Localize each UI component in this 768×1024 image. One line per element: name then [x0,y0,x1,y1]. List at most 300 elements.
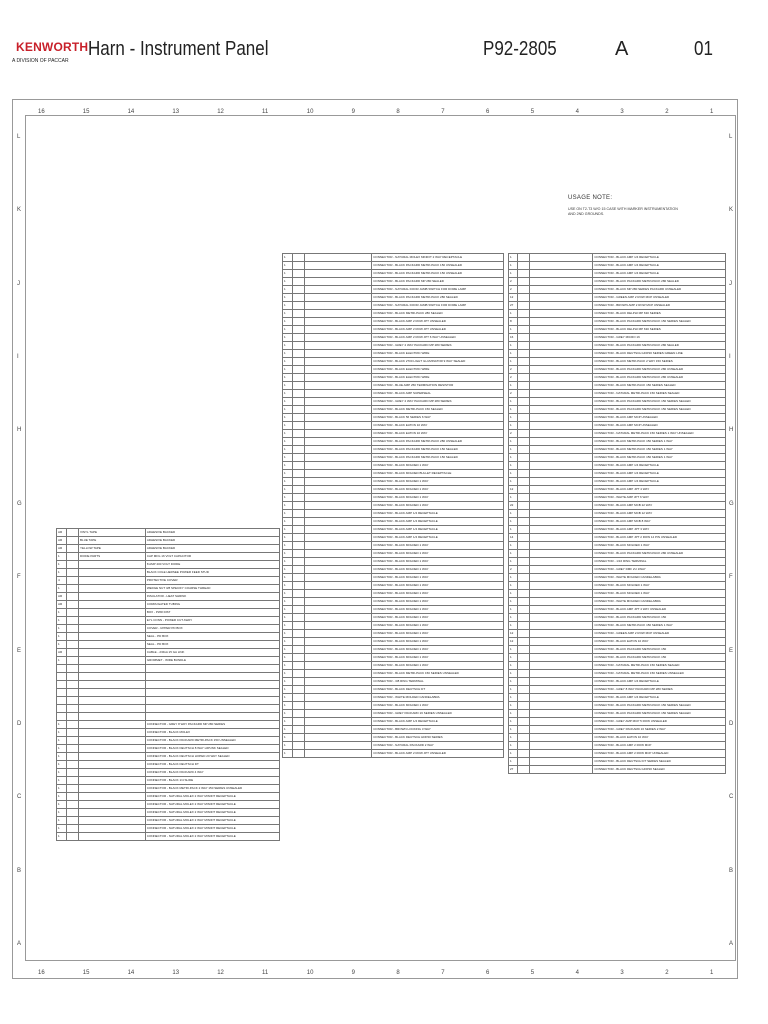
zone-column-7-top: 7 [441,109,445,115]
table-cell: CONNECTOR - BLACK MOLDED 1 WAY [372,702,504,710]
table-row [283,558,504,566]
table-row [57,681,280,689]
table-row [283,574,504,582]
table-cell [292,718,304,726]
table-cell: 2 [509,390,518,398]
table-cell: 1 [57,825,67,833]
table-row [57,737,280,745]
table-cell: 1 [57,769,67,777]
table-cell: 1 [283,286,293,294]
usage-note [568,195,678,217]
table-cell [304,326,371,334]
table-cell [518,566,530,574]
table-cell [304,494,371,502]
table-row [57,729,280,737]
table-row [509,566,726,574]
table-cell: CONNECTOR - BLACK DEUTSCH 8 WAY HIPUNK SEALED [145,745,279,753]
table-cell: CONNECTOR - BLACK DEUTSCH HOPED 20 WAY SEALED [145,753,279,761]
table-cell [304,678,371,686]
table-cell [292,646,304,654]
table-cell [292,342,304,350]
table-cell: 1 [509,470,518,478]
table-row [509,686,726,694]
table-cell: CONNECTOR - BLACK AMP 1/4 RECEPTACLE [593,270,726,278]
table-cell [292,414,304,422]
table-row [283,526,504,534]
table-cell: 1 [283,406,293,414]
table-row [283,734,504,742]
table-cell [292,558,304,566]
table-cell [292,438,304,446]
zone-row-J-left: J [17,280,20,287]
table-cell [529,438,593,446]
table-cell [518,254,530,262]
table-cell [518,334,530,342]
table-cell: 27 [509,302,518,310]
table-cell: 1 [509,550,518,558]
table-cell: 1 [283,734,293,742]
table-cell: CONNECTOR - BLACK AMP MCB 8 WAY [593,518,726,526]
table-cell [66,809,78,817]
table-cell [304,438,371,446]
table-cell: CONNECTOR - BLACK METRI-PACK 150 SERIES 1 WAY [593,446,726,454]
table-cell [529,502,593,510]
table-cell: 1 [283,342,293,350]
table-row [57,777,280,785]
table-cell [304,662,371,670]
table-cell: CONNECTOR - BLACK 56 SERIES 6 WAY [372,414,504,422]
table-cell: 1 [509,526,518,534]
table-cell [57,713,67,721]
table-cell: AR [57,601,67,609]
table-cell [304,742,371,750]
table-cell: CONNECTOR - BLACK AMP JPT 4 WAY UNSEALED [593,606,726,614]
table-cell [292,534,304,542]
table-cell: CONNECTOR - NATURAL MOLEX 2 WAY MINIFIT RECEPTACLE [145,825,279,833]
table-row [509,558,726,566]
zone-column-14-top: 14 [127,109,135,115]
table-cell [79,641,146,649]
table-cell: 1 [509,254,518,262]
table-cell [518,702,530,710]
table-cell [529,430,593,438]
zone-row-G-right: G [729,500,734,507]
table-cell [292,654,304,662]
zone-column-8-bottom: 8 [396,970,400,976]
table-cell [292,662,304,670]
table-cell [292,494,304,502]
zone-column-11-bottom: 11 [262,970,269,976]
table-row [509,670,726,678]
table-cell: 1 [283,630,293,638]
table-cell: 1 [57,633,67,641]
table-cell [518,390,530,398]
table-cell: 1 [509,726,518,734]
table-cell [529,326,593,334]
table-cell [66,745,78,753]
table-cell [292,630,304,638]
table-cell [529,630,593,638]
table-cell [518,710,530,718]
table-row [283,518,504,526]
table-row [509,742,726,750]
table-cell [292,382,304,390]
table-row [509,286,726,294]
table-row [283,662,504,670]
right-parts-table [508,253,726,774]
table-cell [518,670,530,678]
table-cell [529,302,593,310]
table-cell: 1 [509,574,518,582]
usage-note-body: USE ON T2-T3 W/O 15 CASE WITH MARKER INSTRUMENTATION AND 2ND GROUNDS. [568,207,678,216]
table-cell [518,366,530,374]
middle-parts-table [282,253,504,758]
table-row [283,406,504,414]
table-cell: 1 [283,566,293,574]
table-row [509,350,726,358]
table-row [57,793,280,801]
table-row [509,654,726,662]
table-cell [57,689,67,697]
table-cell: CONNECTOR - BLACK ELECTRIC WIRE [372,374,504,382]
table-cell: CONNECTOR - BLACK AMP 1/4 RECEPTACLE [593,462,726,470]
table-cell: 1 [57,801,67,809]
table-cell [518,558,530,566]
table-cell [518,718,530,726]
table-cell: 12 [509,638,518,646]
table-cell: 1 [283,710,293,718]
table-cell [304,262,371,270]
table-cell [518,310,530,318]
table-cell: 2 [509,566,518,574]
zone-column-1-bottom: 1 [710,970,714,976]
table-cell [529,454,593,462]
zone-row-F-left: F [17,574,21,581]
table-cell [304,526,371,534]
table-cell: 1 [509,614,518,622]
table-cell [145,713,279,721]
table-cell [518,278,530,286]
table-cell: 1 [57,609,67,617]
table-cell: CONNECTOR - BLACK AMP 2 ROW MCP UNSEALED [593,750,726,758]
table-cell [529,582,593,590]
table-cell: CONNECTOR - BLACK AMP 2 ROW JPT UNSEALED [372,318,504,326]
table-row [283,478,504,486]
table-cell: 1 [509,686,518,694]
table-cell: 1 [57,721,67,729]
table-cell: CONNECTOR - GREEN AMP 2 ROW MCP UNSEALED [593,630,726,638]
zone-column-16-bottom: 16 [38,970,45,976]
zone-column-12-bottom: 12 [217,970,224,976]
table-row [57,833,280,841]
table-cell [292,582,304,590]
table-cell [66,609,78,617]
table-cell [518,430,530,438]
table-cell: CONNECTOR - BLACK AMP 1/4 RECEPTACLE [593,694,726,702]
table-row [509,318,726,326]
table-cell [304,366,371,374]
table-row [509,662,726,670]
table-row [57,585,280,593]
zone-row-H-left: H [17,427,22,434]
table-row [509,382,726,390]
table-cell [292,318,304,326]
table-cell: CONNECTOR - BLACK PACKARD METRI-PACK 280 SEALED [593,342,726,350]
table-cell: CONNECTOR - 3/8 RING TERMINAL [372,678,504,686]
table-cell [518,270,530,278]
table-cell [304,654,371,662]
table-cell: 1 [509,750,518,758]
table-cell: 1 [283,270,293,278]
table-row [509,542,726,550]
table-cell [529,262,593,270]
table-cell: CONNECTOR - NATURAL DOOR JAMB SWITCH FOR DOME LAMP [372,286,504,294]
table-cell [518,694,530,702]
table-cell [79,673,146,681]
table-cell: CONNECTOR - BLACK PACKARD METRI-PACK 150 SERIES SEALED [593,406,726,414]
table-cell [304,630,371,638]
table-cell: 1 [283,526,293,534]
table-cell [529,614,593,622]
table-cell [292,606,304,614]
table-cell [292,366,304,374]
zone-row-J-right: J [729,280,732,287]
table-cell: CONNECTOR - BLACK PACKARD METRI-PACK 150 SERIES SEALED [593,318,726,326]
table-cell [304,518,371,526]
table-cell [79,601,146,609]
table-cell [529,526,593,534]
table-cell: 1 [57,809,67,817]
table-row [283,390,504,398]
table-cell: 12 [509,294,518,302]
table-cell [292,670,304,678]
table-cell [518,318,530,326]
table-row [57,649,280,657]
table-row [509,534,726,542]
table-cell [66,817,78,825]
table-cell [292,470,304,478]
table-cell [304,390,371,398]
table-cell: 1 [57,729,67,737]
table-cell [518,262,530,270]
table-cell: CONNECTOR - BLACK PACKARD MP 280 SEALED [372,278,504,286]
table-cell [66,657,78,665]
table-cell [529,318,593,326]
table-cell [304,430,371,438]
table-cell [304,574,371,582]
table-cell: 1 [283,366,293,374]
table-cell: CONNECTOR - NATURAL MOLEX 2 WAY MINIFIT RECEPTACLE [145,793,279,801]
table-cell: 1 [283,622,293,630]
kenworth-logo [12,40,89,64]
table-cell: CONNECTOR - BLACK AMP 1/4 RECEPTACLE [593,470,726,478]
zone-row-H-right: H [729,427,734,434]
table-cell [529,638,593,646]
zone-column-15-top: 15 [82,109,90,115]
table-cell [518,502,530,510]
table-cell [529,310,593,318]
table-cell: CONNECTOR - BLACK MOLDED 1 WAY [372,574,504,582]
table-cell [304,646,371,654]
table-cell [57,673,67,681]
table-row [509,614,726,622]
table-row [283,726,504,734]
table-row [283,646,504,654]
table-cell [57,705,67,713]
zone-column-5-top: 5 [530,109,535,115]
table-cell [518,678,530,686]
table-cell: CONNECTOR - BLACK DEUTSCH HDP20 SERIES [372,734,504,742]
table-row [57,745,280,753]
table-cell [79,697,146,705]
table-row [509,414,726,422]
table-cell: 1 [509,494,518,502]
table-cell [304,342,371,350]
table-row [509,310,726,318]
table-cell: CONNECTOR - BLACK DEUTSCH DT [372,686,504,694]
table-cell: 1 [509,718,518,726]
table-cell: 1 [509,342,518,350]
table-cell [304,454,371,462]
table-cell: 1 [509,582,518,590]
table-cell: CONNECTOR - BLACK MOLDED 1 WAY [372,542,504,550]
table-row [283,462,504,470]
table-row [509,718,726,726]
zone-row-A-right: A [729,941,734,947]
table-row [509,582,726,590]
table-cell [145,705,279,713]
table-cell: CONNECTOR - BLUE AMP 250 TERMINATION RESISTOR [372,382,504,390]
table-cell [304,550,371,558]
table-cell [529,278,593,286]
table-cell [304,734,371,742]
table-cell [292,598,304,606]
zone-column-9-bottom: 9 [351,970,355,976]
table-cell: CONNECTOR - BLACK MOLDED 1 WAY [372,598,504,606]
table-row [57,577,280,585]
table-cell: 1 [283,686,293,694]
zone-column-13-bottom: 13 [172,970,180,976]
table-cell: CONNECTOR - BLACK MOLDED 1 WAY [372,558,504,566]
table-cell: ADHESIVE BACKED [145,537,279,545]
table-row [283,622,504,630]
table-row [509,358,726,366]
table-cell: 1 [509,670,518,678]
table-cell: 4 [57,577,67,585]
table-cell: EYL CONN - POWER CUT AWAY [145,617,279,625]
table-cell [518,574,530,582]
table-row [283,686,504,694]
table-cell: 1 [283,742,293,750]
table-cell [518,606,530,614]
table-row [509,334,726,342]
table-cell: BOX - PWR DIST [145,609,279,617]
zone-row-K-left: K [17,207,22,214]
table-row [57,825,280,833]
table-cell: 1 [283,574,293,582]
table-cell [79,825,146,833]
table-cell [79,585,146,593]
table-cell: CONNECTOR - NATURAL METRI-PACK 150 SERIES UNSEALED [593,670,726,678]
table-cell: 1 [283,454,293,462]
table-row [57,817,280,825]
table-cell: CONNECTOR - BLACK AMP 1/4 RECEPTACLE [372,718,504,726]
table-cell [292,390,304,398]
table-row [509,342,726,350]
table-cell [66,729,78,737]
table-row [283,262,504,270]
table-cell [518,662,530,670]
table-cell: 1 [283,478,293,486]
table-row [509,694,726,702]
table-row [283,694,504,702]
zone-row-D-right: D [729,720,734,727]
table-cell: CONNECTOR - BLACK EATON 10 WAY [593,734,726,742]
table-row [283,590,504,598]
table-cell: CONNECTOR - BLACK PACKARD METRI-PACK 150 SERIES SEALED [593,398,726,406]
table-cell: CONNECTOR - BLACK ELECTRIC WIRE [372,350,504,358]
table-row [509,758,726,766]
table-cell [304,566,371,574]
table-cell: 1 [283,598,293,606]
table-cell [292,734,304,742]
table-cell [529,334,593,342]
table-cell: CONNECTOR - BLACK MOLDED 1 WAY [372,614,504,622]
table-row [283,670,504,678]
table-cell [304,718,371,726]
table-row [509,518,726,526]
table-cell [529,694,593,702]
table-cell [529,742,593,750]
table-cell [292,422,304,430]
table-cell: CONNECTOR - BLACK ELECTRIC WIRE [372,366,504,374]
table-row [283,534,504,542]
zone-column-6-bottom: 6 [486,970,490,976]
table-row [57,769,280,777]
zone-column-12-top: 12 [217,109,224,115]
table-cell [66,537,78,545]
table-cell [304,422,371,430]
table-cell [79,801,146,809]
table-cell [79,593,146,601]
table-cell: CONNECTOR - NATURAL DOOR JAMB SWITCH FOR DOME LAMP [372,302,504,310]
table-cell: 1 [283,534,293,542]
table-cell: CONNECTOR - BLACK METRI-PACK 150 SERIES SEALED [593,382,726,390]
table-cell: 2 [509,366,518,374]
table-cell: CONNECTOR - BLACK AMP MCB 22 WAY [593,502,726,510]
table-cell: CONNECTOR - BLACK MOLDED 1 WAY [593,582,726,590]
table-cell [529,566,593,574]
table-row [57,785,280,793]
table-cell: 1 [283,374,293,382]
table-cell [518,518,530,526]
table-cell: CONNECTOR - BLACK AMP 1/4 RECEPTACLE [593,678,726,686]
table-cell: CABLE - 2/0GA 15 GA LINK [145,649,279,657]
table-cell: CONNECTOR - GREEN AMP 2 ROW MCP UNSEALED [593,294,726,302]
table-cell [66,585,78,593]
table-row [509,750,726,758]
table-cell [292,302,304,310]
table-cell [518,686,530,694]
table-cell: 1 [57,625,67,633]
table-cell [66,529,78,537]
table-cell: 1 [283,654,293,662]
table-cell [518,638,530,646]
table-cell: CONNECTOR - BLACK METRI-PACK 150 SERIES 1 WAY [593,454,726,462]
table-row [57,673,280,681]
table-cell [529,606,593,614]
zone-column-4-bottom: 4 [575,970,579,976]
